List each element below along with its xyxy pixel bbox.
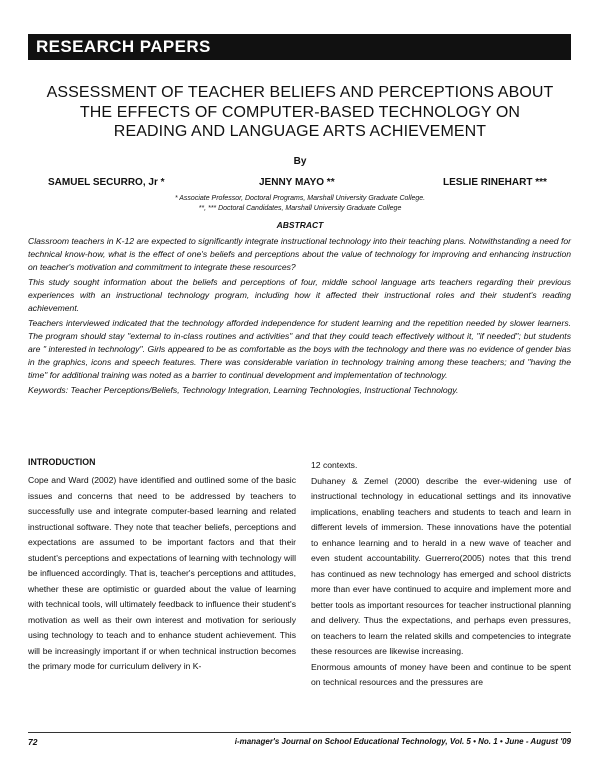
abstract-paragraph: Teachers interviewed indicated that the technology afforded independence for student learning and the repetition needed by slower learners. The program should stay "external to in-class routines and activities" and that they could teach effectively without it, "if needed"; but students are " interested in technology". Girls appeared to be as comfortable as the boys with the technology and there was no evidence of gender bias in the graphics, icons and speech features. There was considerable variation in technology training among these teachers; and "having the time" for additional training was noted as a barrier to continual development and implementation of technology. [28,318,571,380]
body-column-left [28,473,296,675]
author-rinehart: LESLIE RINEHART *** [443,177,547,188]
byline: By [293,156,307,167]
section-banner-label: RESEARCH PAPERS [36,37,211,56]
abstract-paragraph: Classroom teachers in K-12 are expected to significantly integrate instructional technology into their teaching plans. Notwithstanding a need for technical know-how, what is the effect of one's beliefs and perceptions about the value of technology for improving and enhancing instruction on teacher's motivation and commitment to integrate these resources? [28,236,571,272]
page-number: 72 [28,737,38,747]
section-banner [28,34,571,60]
abstract [28,235,571,399]
title-line: READING AND LANGUAGE ARTS ACHIEVEMENT [113,123,487,140]
introduction-heading: INTRODUCTION [28,457,96,467]
affiliation-line: * Associate Professor, Doctoral Programs, Marshall University Graduate College. [174,195,426,202]
author-mayo: JENNY MAYO ** [259,177,335,188]
body-paragraph: 12 contexts. [311,460,358,470]
title-line: ASSESSMENT OF TEACHER BELIEFS AND PERCEPTIONS ABOUT [46,84,554,101]
body-paragraph: Duhaney & Zemel (2000) describe the ever-widening use of instructional technology in educational settings and its innovative implications, enabling teachers and students to teach and learn in different levels of immersion. These innovations have the potential to enhance learning and to herald in a new wave of teacher and even student accountability. Guerrero(2005) notes that this trend has continued as new technology has emerged and school districts more than ever have continued to acquire and implement more and better tools as important resources for teacher instructional planning and delivery. Thus the expectations, and perhaps even pressures, on teachers to learn the related skills and competencies to integrate these resources are likewise increasing. [311,475,571,656]
body-paragraph: Cope and Ward (2002) have identified and outlined some of the basic issues and concerns that need to be addressed by teachers to successfully use and integrate computer-based learning and related instructional software. They note that teacher beliefs, perceptions and expectations are assumed to be important factors and that their student's perceptions and expectations of learning with technology will be influenced accordingly. That is, teacher's perceptions and attitudes, whether these are optimistic or guarded about the value of learning with technical tools, will ultimately feedback to influence their student's motivation as well as their own interest and motivation for seriously using technology to teach and to enhance student achievement. This will be increasingly important if or when technical instruction becomes the primary mode for curriculum delivery in K- [28,475,296,671]
article-title [40,83,560,142]
body-paragraph: Enormous amounts of money have been and continue to be spent on technical resources and the pressures are [311,661,571,687]
title-line: THE EFFECTS OF COMPUTER-BASED TECHNOLOGY ON [79,103,521,121]
body-column-right [311,458,571,691]
abstract-paragraph: This study sought information about the beliefs and perceptions of four, middle school language arts teachers regarding their previous experiences with an instructional technology program, including how it affected their instructional roles and their student's reading achievement. [28,277,571,313]
keywords: Keywords: Teacher Perceptions/Beliefs, Technology Integration, Learning Technologies, Instructional Technology. [28,385,459,395]
author-securro: SAMUEL SECURRO, Jr * [48,177,165,188]
abstract-heading: ABSTRACT [276,220,324,230]
footer-rule [28,732,571,733]
journal-citation: i-manager's Journal on School Educational Technology, Vol. 5 • No. 1 • June - August '09 [234,737,571,746]
affiliation-line: **, *** Doctoral Candidates, Marshall University Graduate College [198,205,402,212]
